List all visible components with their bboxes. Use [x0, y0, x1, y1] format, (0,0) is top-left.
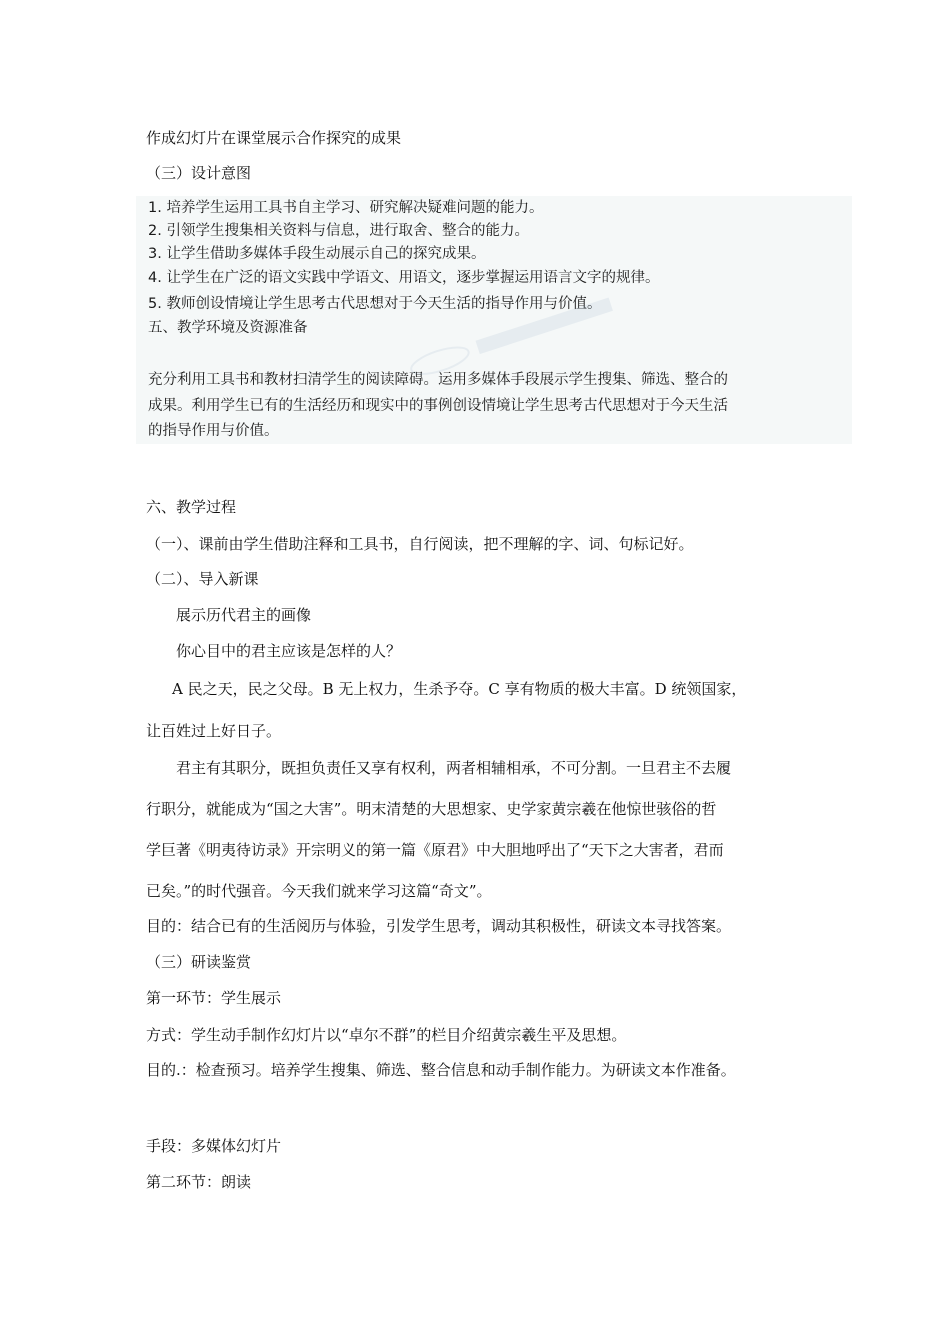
text-line: 让百姓过上好日子。 — [146, 722, 282, 740]
text-line: 作成幻灯片在课堂展示合作探究的成果 — [146, 129, 402, 147]
box-line: 5. 教师创设情境让学生思考古代思想对于今天生活的指导作用与价值。 — [148, 296, 602, 312]
text-line: 手段：多媒体幻灯片 — [146, 1137, 282, 1155]
text-line: 第二环节：朗读 — [146, 1173, 252, 1191]
section-heading: （三）研读鉴赏 — [146, 953, 252, 971]
box-line: 1. 培养学生运用工具书自主学习、研究解决疑难问题的能力。 — [148, 200, 544, 216]
box-line: 3. 让学生借助多媒体手段生动展示自己的探究成果。 — [148, 246, 486, 262]
box-line: 的指导作用与价值。 — [148, 423, 279, 439]
text-line: 方式：学生动手制作幻灯片以“卓尔不群”的栏目介绍黄宗羲生平及思想。 — [146, 1026, 627, 1044]
text-line: 第一环节：学生展示 — [146, 989, 282, 1007]
paragraph-line: 已矣。”的时代强音。今天我们就来学习这篇“奇文”。 — [146, 882, 492, 900]
box-line: 4. 让学生在广泛的语文实践中学语文、用语文，逐步掌握运用语言文字的规律。 — [148, 270, 660, 286]
section-heading: （三）设计意图 — [146, 164, 252, 182]
text-line: 展示历代君主的画像 — [176, 606, 312, 624]
paragraph-line: 君主有其职分，既担负责任又享有权利，两者相辅相承，不可分割。一旦君主不去履 — [176, 759, 732, 777]
text-line: （一）、课前由学生借助注释和工具书，自行阅读，把不理解的字、词、句标记好。 — [146, 535, 694, 553]
text-line: 目的：结合已有的生活阅历与体验，引发学生思考，调动其积极性，研读文本寻找答案。 — [146, 917, 732, 935]
scanned-image-block — [136, 196, 852, 444]
section-heading: 六、教学过程 — [146, 498, 237, 516]
answer-options: A 民之天，民之父母。B 无上权力，生杀予夺。C 享有物质的极大丰富。D 统领国家， — [172, 680, 747, 698]
box-line: 成果。利用学生已有的生活经历和现实中的事例创设情境让学生思考古代思想对于今天生活 — [148, 398, 728, 414]
box-line: 2. 引领学生搜集相关资料与信息，进行取舍、整合的能力。 — [148, 223, 529, 239]
text-line: 目的.：检查预习。培养学生搜集、筛选、整合信息和动手制作能力。为研读文本作准备。 — [146, 1061, 736, 1079]
paragraph-line: 行职分，就能成为“国之大害”。明末清楚的大思想家、史学家黄宗羲在他惊世骇俗的哲 — [146, 800, 717, 818]
box-line: 充分利用工具书和教材扫清学生的阅读障碍。运用多媒体手段展示学生搜集、筛选、整合的 — [148, 372, 728, 388]
box-heading: 五、教学环境及资源准备 — [148, 320, 308, 336]
question-text: 你心目中的君主应该是怎样的人？ — [176, 642, 402, 660]
paragraph-line: 学巨著《明夷待访录》开宗明义的第一篇《原君》中大胆地呼出了“天下之大害者，君而 — [146, 841, 724, 859]
section-heading: （二）、导入新课 — [146, 570, 259, 588]
